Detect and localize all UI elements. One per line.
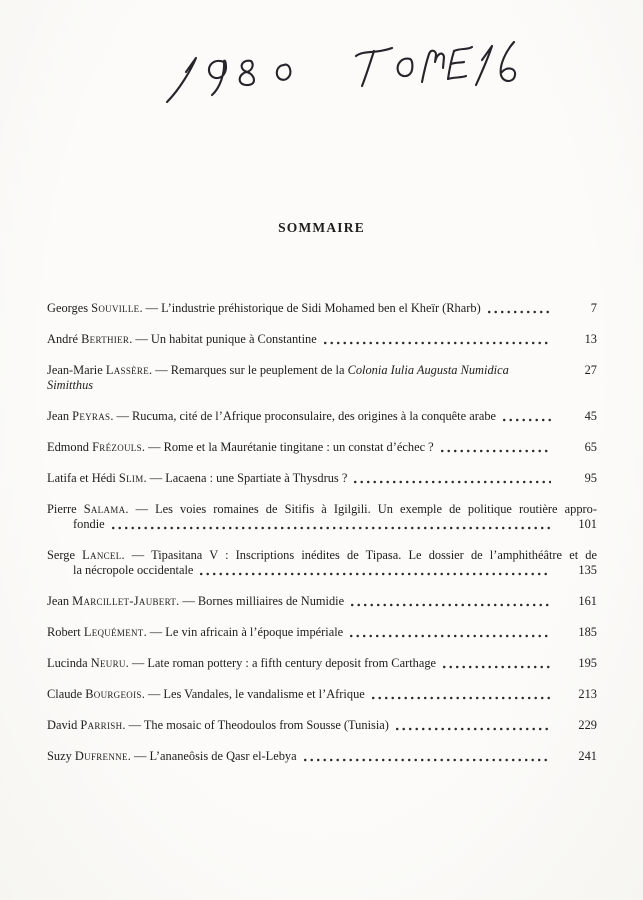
author-separator: . — (125, 502, 156, 516)
entry-author-and-title (47, 332, 317, 347)
page-number: 101 (578, 517, 597, 531)
entry-author-and-title (47, 548, 597, 562)
author-surname: Dufrenne (74, 749, 128, 763)
author-surname: Slim (118, 471, 144, 485)
author-separator: . — (110, 409, 133, 423)
dot-leader (200, 563, 551, 578)
author-surname: Neuru (90, 656, 126, 670)
author-surname: Souville (91, 301, 140, 315)
entry-author-and-title (47, 718, 389, 733)
handwritten-year (167, 58, 290, 102)
author-separator: . — (122, 718, 144, 732)
dot-leader (354, 471, 551, 486)
page-title: SOMMAIRE (278, 220, 365, 235)
author-given: Robert (47, 625, 81, 639)
entry-author-and-title (47, 749, 297, 764)
table-row (47, 409, 597, 424)
entry-title-continued: la nécropole occidentale (73, 563, 194, 577)
author-surname: Lancel (82, 548, 122, 562)
author-surname: Bourgeois (85, 687, 142, 701)
entry-line1 (47, 332, 597, 347)
entry-title: L’industrie préhistorique de Sidi Mohamed ben el Kheïr (Rharb) (161, 301, 481, 315)
page-number: 195 (578, 656, 597, 670)
author-surname: Peyras (72, 409, 111, 423)
author-given: David (47, 718, 78, 732)
entry-line1 (47, 625, 597, 640)
author-separator: . — (141, 687, 164, 701)
table-row (47, 687, 597, 702)
table-row (47, 548, 597, 578)
entry-author-and-title (47, 594, 344, 609)
author-given: Jean (47, 594, 70, 608)
entry-title: Remarques sur le peuplement de la (170, 363, 348, 377)
dot-leader (396, 718, 551, 733)
dot-leader (488, 301, 551, 316)
entry-title: Un habitat punique à Constantine (150, 332, 317, 346)
table-row (47, 594, 597, 609)
author-surname: Berthier (81, 332, 130, 346)
dot-leader (112, 517, 551, 532)
page-number: 45 (584, 409, 597, 423)
entry-line1 (47, 687, 597, 702)
entry-author-and-title (47, 687, 365, 702)
entry-line2 (47, 563, 597, 578)
author-separator: . — (127, 749, 150, 763)
table-row (47, 656, 597, 671)
handwritten-tome (356, 42, 515, 86)
entry-title-continued: fondie (73, 517, 105, 531)
entry-title: The mosaic of Theodoulos from Sousse (Tunisia) (143, 718, 389, 732)
page-number: 135 (578, 563, 597, 577)
entry-title: Tipasitana V : Inscriptions inédites de Tipasa. Le dossier de l’amphithéâtre et de (151, 548, 597, 562)
page-number: 13 (584, 332, 597, 346)
entry-title: Rome et la Maurétanie tingitane : un constat d’échec ? (163, 440, 434, 454)
author-given: Georges (47, 301, 89, 315)
author-surname: Frézouls (92, 440, 142, 454)
entry-author-and-title (47, 656, 436, 671)
table-row (47, 301, 597, 316)
author-given: Latifa et Hédi (47, 471, 116, 485)
entry-line1 (47, 502, 597, 517)
table-row (47, 363, 597, 393)
entry-line1 (47, 594, 597, 609)
author-separator: . — (143, 471, 166, 485)
author-surname: Salama (83, 502, 126, 516)
entry-title: Les voies romaines de Sitifis à Igilgili. Un exemple de politique routière appro- (155, 502, 597, 516)
entry-title: Lacaena : une Spartiate à Thysdrus ? (165, 471, 348, 485)
table-row (47, 718, 597, 733)
entry-line1 (47, 718, 597, 733)
table-row (47, 749, 597, 764)
page-number: 65 (584, 440, 597, 454)
handwritten-annotation (158, 36, 522, 114)
entry-title: L’ananeôsis de Qasr el-Lebya (149, 749, 297, 763)
page-number: 161 (578, 594, 597, 608)
dot-leader (304, 749, 551, 764)
entry-author-and-title (47, 301, 481, 316)
entry-author-and-title (47, 409, 496, 424)
page-number: 229 (578, 718, 597, 732)
author-given: Serge (47, 548, 75, 562)
dot-leader (441, 440, 551, 455)
author-given: Edmond (47, 440, 89, 454)
page-number: 7 (590, 301, 597, 315)
author-separator: . — (149, 363, 171, 377)
author-separator: . — (176, 594, 198, 608)
author-separator: . — (139, 301, 162, 315)
author-surname: Parrish (80, 718, 123, 732)
page-number: 95 (584, 471, 597, 485)
entry-title: Late roman pottery : a fifth century deposit from Carthage (147, 656, 437, 670)
author-separator: . — (125, 656, 148, 670)
author-surname: Lassère (105, 363, 150, 377)
entry-title: Les Vandales, le vandalisme et l’Afrique (163, 687, 365, 701)
entry-title: Le vin africain à l’époque impériale (165, 625, 344, 639)
page-number: 27 (584, 363, 597, 377)
author-surname: Marcillet-Jaubert (72, 594, 177, 608)
table-row (47, 440, 597, 455)
entry-author-and-title (47, 440, 434, 455)
entry-line1 (47, 548, 597, 563)
author-given: Lucinda (47, 656, 88, 670)
dot-leader (372, 687, 551, 702)
table-row (47, 471, 597, 486)
dot-leader (443, 656, 551, 671)
page-number: 241 (578, 749, 597, 763)
entry-author-and-title (47, 363, 536, 393)
entry-author-and-title (47, 625, 343, 640)
author-separator: . — (129, 332, 151, 346)
dot-leader (543, 363, 551, 393)
author-given: Claude (47, 687, 83, 701)
table-row (47, 502, 597, 532)
author-separator: . — (143, 625, 166, 639)
entry-title: Rucuma, cité de l’Afrique proconsulaire, des origines à la conquête arabe (132, 409, 497, 423)
dot-leader (351, 594, 551, 609)
author-separator: . — (121, 548, 152, 562)
entry-author-and-title (47, 502, 597, 516)
entry-line1 (47, 656, 597, 671)
dot-leader (350, 625, 551, 640)
author-given: Suzy (47, 749, 72, 763)
dot-leader (503, 409, 551, 424)
entry-author-and-title (47, 471, 347, 486)
toc-list (47, 301, 597, 780)
entry-line1 (47, 301, 597, 316)
entry-title-italic: Colonia Iulia Augusta Numidica Simitthus (47, 363, 509, 392)
entry-line1 (47, 440, 597, 455)
entry-line2 (47, 517, 597, 532)
entry-title: Bornes milliaires de Numidie (197, 594, 345, 608)
page-number: 185 (578, 625, 597, 639)
author-given: Jean (47, 409, 70, 423)
author-given: Pierre (47, 502, 77, 516)
author-given: André (47, 332, 78, 346)
page-number: 213 (578, 687, 597, 701)
entry-line1 (47, 749, 597, 764)
author-given: Jean-Marie (47, 363, 103, 377)
table-row (47, 625, 597, 640)
entry-line1 (47, 471, 597, 486)
entry-line1 (47, 363, 597, 393)
author-separator: . — (141, 440, 164, 454)
table-row (47, 332, 597, 347)
author-surname: Lequément (83, 625, 144, 639)
entry-line1 (47, 409, 597, 424)
dot-leader (324, 332, 551, 347)
